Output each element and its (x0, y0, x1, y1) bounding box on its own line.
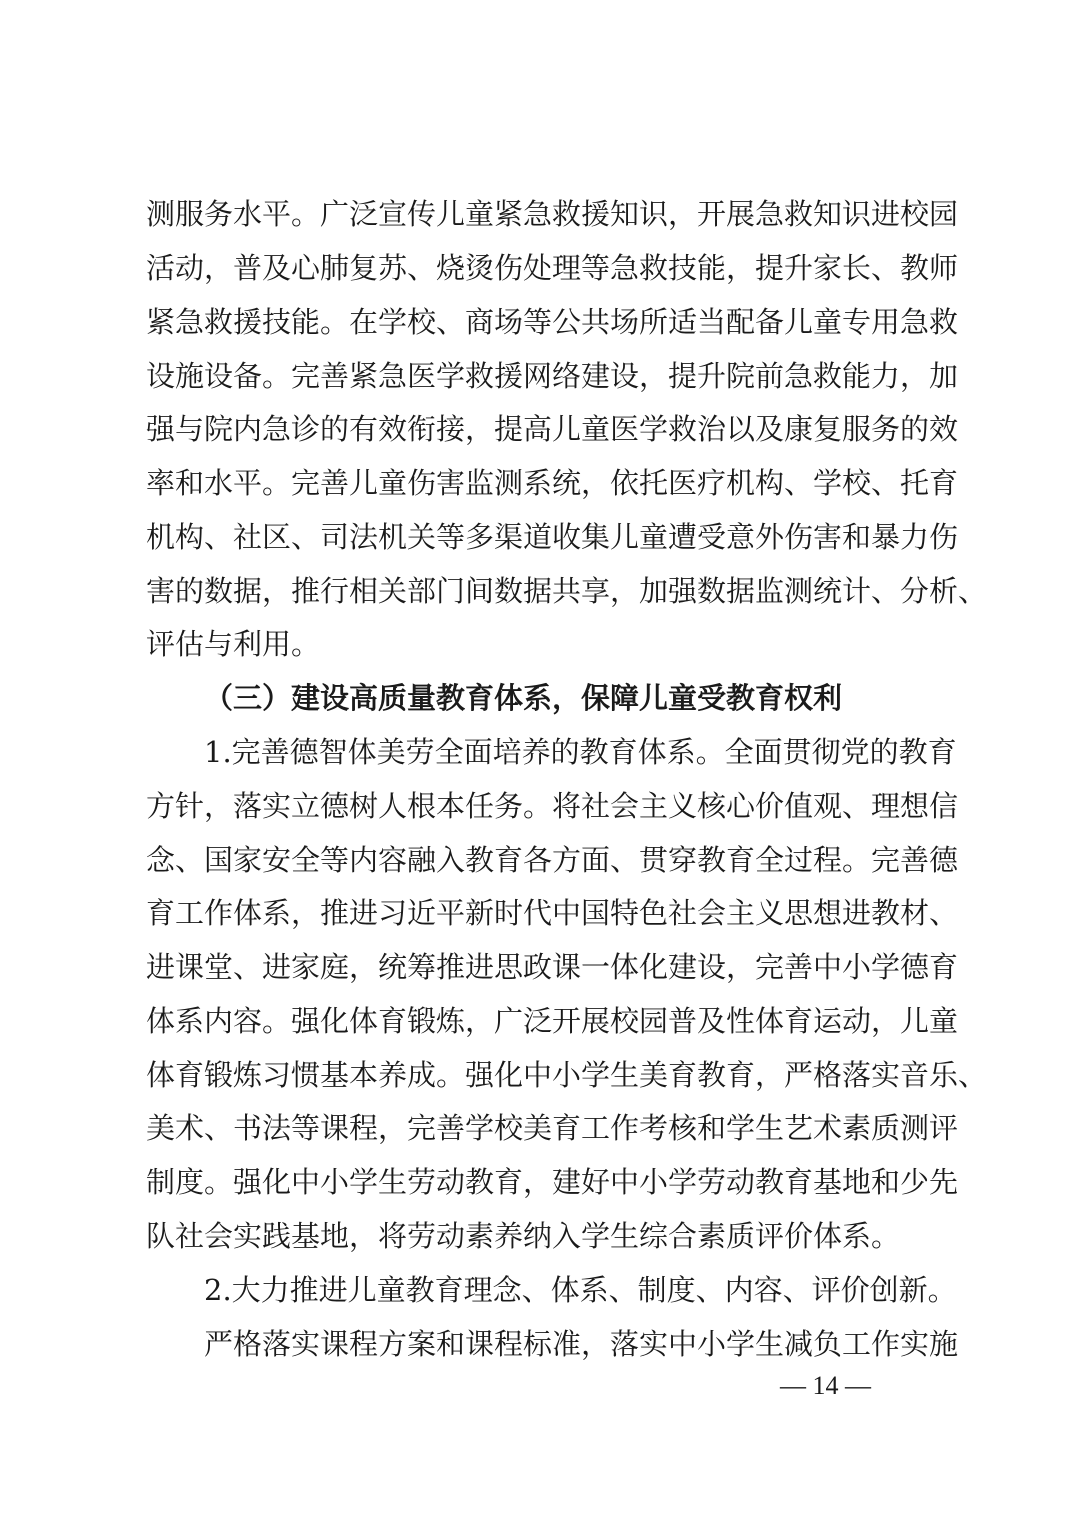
text-line: 念、国家安全等内容融入教育各方面、贯穿教育全过程。完善德 (146, 843, 959, 877)
text-line: 强与院内急诊的有效衔接，提高儿童医学救治以及康复服务的效 (146, 412, 959, 446)
text-line: 育工作体系，推进习近平新时代中国特色社会主义思想进教材、 (146, 896, 959, 930)
text-line: 活动，普及心肺复苏、烧烫伤处理等急救技能，提升家长、教师 (146, 251, 959, 285)
text-line: 紧急救援技能。在学校、商场等公共场所适当配备儿童专用急救 (146, 305, 959, 339)
text-line: 美术、书法等课程，完善学校美育工作考核和学生艺术素质测评 (146, 1111, 959, 1145)
text-line: 测服务水平。广泛宣传儿童紧急救援知识，开展急救知识进校园 (146, 197, 959, 231)
text-line: 体育锻炼习惯基本养成。强化中小学生美育教育，严格落实音乐、 (146, 1058, 988, 1092)
page-number: — 14 — (780, 1371, 871, 1400)
text-line: 1.完善德智体美劳全面培养的教育体系。全面贯彻党的教育 (204, 735, 957, 769)
text-line: 严格落实课程方案和课程标准，落实中小学生减负工作实施 (204, 1327, 959, 1361)
text-line: 方针，落实立德树人根本任务。将社会主义核心价值观、理想信 (146, 789, 959, 823)
text-line: 评估与利用。 (146, 627, 321, 661)
text-line: 害的数据，推行相关部门间数据共享，加强数据监测统计、分析、 (146, 574, 988, 608)
text-line: 机构、社区、司法机关等多渠道收集儿童遭受意外伤害和暴力伤 (146, 520, 959, 554)
text-line: 制度。强化中小学生劳动教育，建好中小学劳动教育基地和少先 (146, 1165, 959, 1199)
text-line: 体系内容。强化体育锻炼，广泛开展校园普及性体育运动，儿童 (146, 1004, 959, 1038)
text-line: 率和水平。完善儿童伤害监测系统，依托医疗机构、学校、托育 (146, 466, 959, 500)
text-line: 2.大力推进儿童教育理念、体系、制度、内容、评价创新。 (204, 1273, 957, 1307)
text-line: 进课堂、进家庭，统筹推进思政课一体化建设，完善中小学德育 (146, 950, 959, 984)
section-heading: （三）建设高质量教育体系，保障儿童受教育权利 (204, 681, 843, 715)
text-line: 队社会实践基地，将劳动素养纳入学生综合素质评价体系。 (146, 1219, 901, 1253)
text-line: 设施设备。完善紧急医学救援网络建设，提升院前急救能力，加 (146, 359, 959, 393)
